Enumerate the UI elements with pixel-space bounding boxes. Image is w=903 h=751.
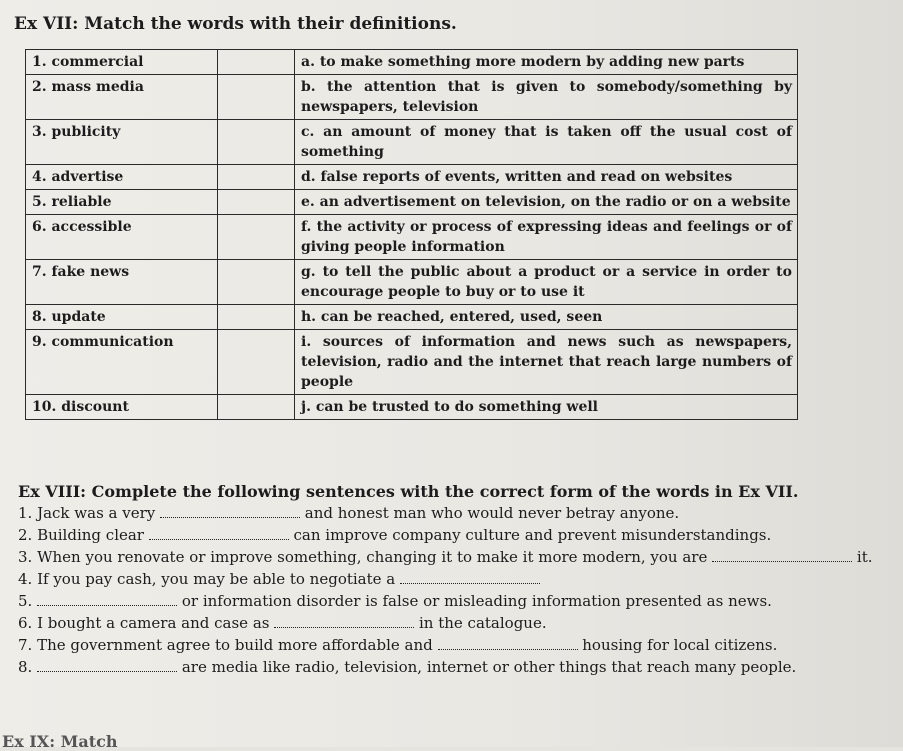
definition-cell: j. can be trusted to do something well: [295, 395, 798, 420]
definition-cell: h. can be reached, entered, used, seen: [295, 305, 798, 330]
sentence-text: 6. I bought a camera and case as: [18, 614, 275, 632]
definition-cell: a. to make something more modern by adding new parts: [295, 50, 798, 75]
answer-cell: [218, 165, 295, 190]
definition-cell: d. false reports of events, written and read on websites: [295, 165, 798, 190]
word-cell: 2. mass media: [26, 75, 218, 120]
word-cell: 7. fake news: [26, 260, 218, 305]
sentence-text: 1. Jack was a very: [18, 504, 161, 522]
table-row: [26, 165, 798, 190]
table-row: [26, 120, 798, 165]
sentence-item: [18, 612, 880, 634]
table-row: [26, 75, 798, 120]
table-row: [26, 190, 798, 215]
sentence-text: it.: [852, 548, 873, 566]
sentence-item: [18, 568, 880, 590]
table-row: [26, 50, 798, 75]
answer-blank[interactable]: [712, 547, 852, 562]
sentence-text: and honest man who would never betray anyone.: [300, 504, 680, 522]
answer-blank[interactable]: [37, 657, 177, 672]
definition-cell: f. the activity or process of expressing ideas and feelings or of giving people information: [295, 215, 798, 260]
word-cell: 6. accessible: [26, 215, 218, 260]
sentence-text: are media like radio, television, internet or other things that reach many people.: [177, 658, 797, 676]
answer-blank[interactable]: [37, 591, 177, 606]
sentence-item: [18, 524, 880, 546]
matching-table: [25, 49, 798, 420]
word-cell: 8. update: [26, 305, 218, 330]
answer-cell: [218, 75, 295, 120]
answer-blank[interactable]: [149, 525, 289, 540]
answer-blank[interactable]: [274, 613, 414, 628]
ex8-heading: Ex VIII: Complete the following sentences with the correct form of the words in Ex VII.: [18, 482, 799, 501]
answer-cell: [218, 330, 295, 395]
word-cell: 5. reliable: [26, 190, 218, 215]
word-cell: 10. discount: [26, 395, 218, 420]
answer-blank[interactable]: [160, 503, 300, 518]
definition-cell: c. an amount of money that is taken off the usual cost of something: [295, 120, 798, 165]
sentence-text: 8.: [18, 658, 38, 676]
sentence-text: in the catalogue.: [414, 614, 547, 632]
sentence-text: 7. The government agree to build more affordable and: [18, 636, 438, 654]
definition-cell: b. the attention that is given to somebody/something by newspapers, television: [295, 75, 798, 120]
answer-cell: [218, 260, 295, 305]
word-cell: 1. commercial: [26, 50, 218, 75]
sentence-list: [18, 502, 880, 678]
definition-cell: i. sources of information and news such as newspapers, television, radio and the internet that reach large numbers of people: [295, 330, 798, 395]
answer-cell: [218, 120, 295, 165]
table-row: [26, 395, 798, 420]
sentence-text: 5.: [18, 592, 38, 610]
table-row: [26, 330, 798, 395]
sentence-item: [18, 546, 880, 568]
table-row: [26, 305, 798, 330]
sentence-text: 4. If you pay cash, you may be able to negotiate a: [18, 570, 401, 588]
sentence-item: [18, 634, 880, 656]
sentence-text: 3. When you renovate or improve something, changing it to make it more modern, you are: [18, 548, 713, 566]
answer-cell: [218, 215, 295, 260]
definition-cell: e. an advertisement on television, on the radio or on a website: [295, 190, 798, 215]
sentence-text: housing for local citizens.: [577, 636, 778, 654]
answer-blank[interactable]: [438, 635, 578, 650]
answer-cell: [218, 305, 295, 330]
table-row: [26, 215, 798, 260]
answer-cell: [218, 190, 295, 215]
word-cell: 9. communication: [26, 330, 218, 395]
answer-cell: [218, 395, 295, 420]
next-exercise-heading: Ex IX: Match: [2, 732, 118, 751]
answer-cell: [218, 50, 295, 75]
sentence-item: [18, 590, 880, 612]
sentence-item: [18, 656, 880, 678]
word-cell: 3. publicity: [26, 120, 218, 165]
ex7-heading: Ex VII: Match the words with their definitions.: [14, 14, 457, 34]
sentence-text: or information disorder is false or misleading information presented as news.: [177, 592, 772, 610]
sentence-text: 2. Building clear: [18, 526, 149, 544]
word-cell: 4. advertise: [26, 165, 218, 190]
table-row: [26, 260, 798, 305]
answer-blank[interactable]: [400, 569, 540, 584]
definition-cell: g. to tell the public about a product or a service in order to encourage people to buy or to use it: [295, 260, 798, 305]
sentence-text: can improve company culture and prevent misunderstandings.: [288, 526, 772, 544]
sentence-item: [18, 502, 880, 524]
